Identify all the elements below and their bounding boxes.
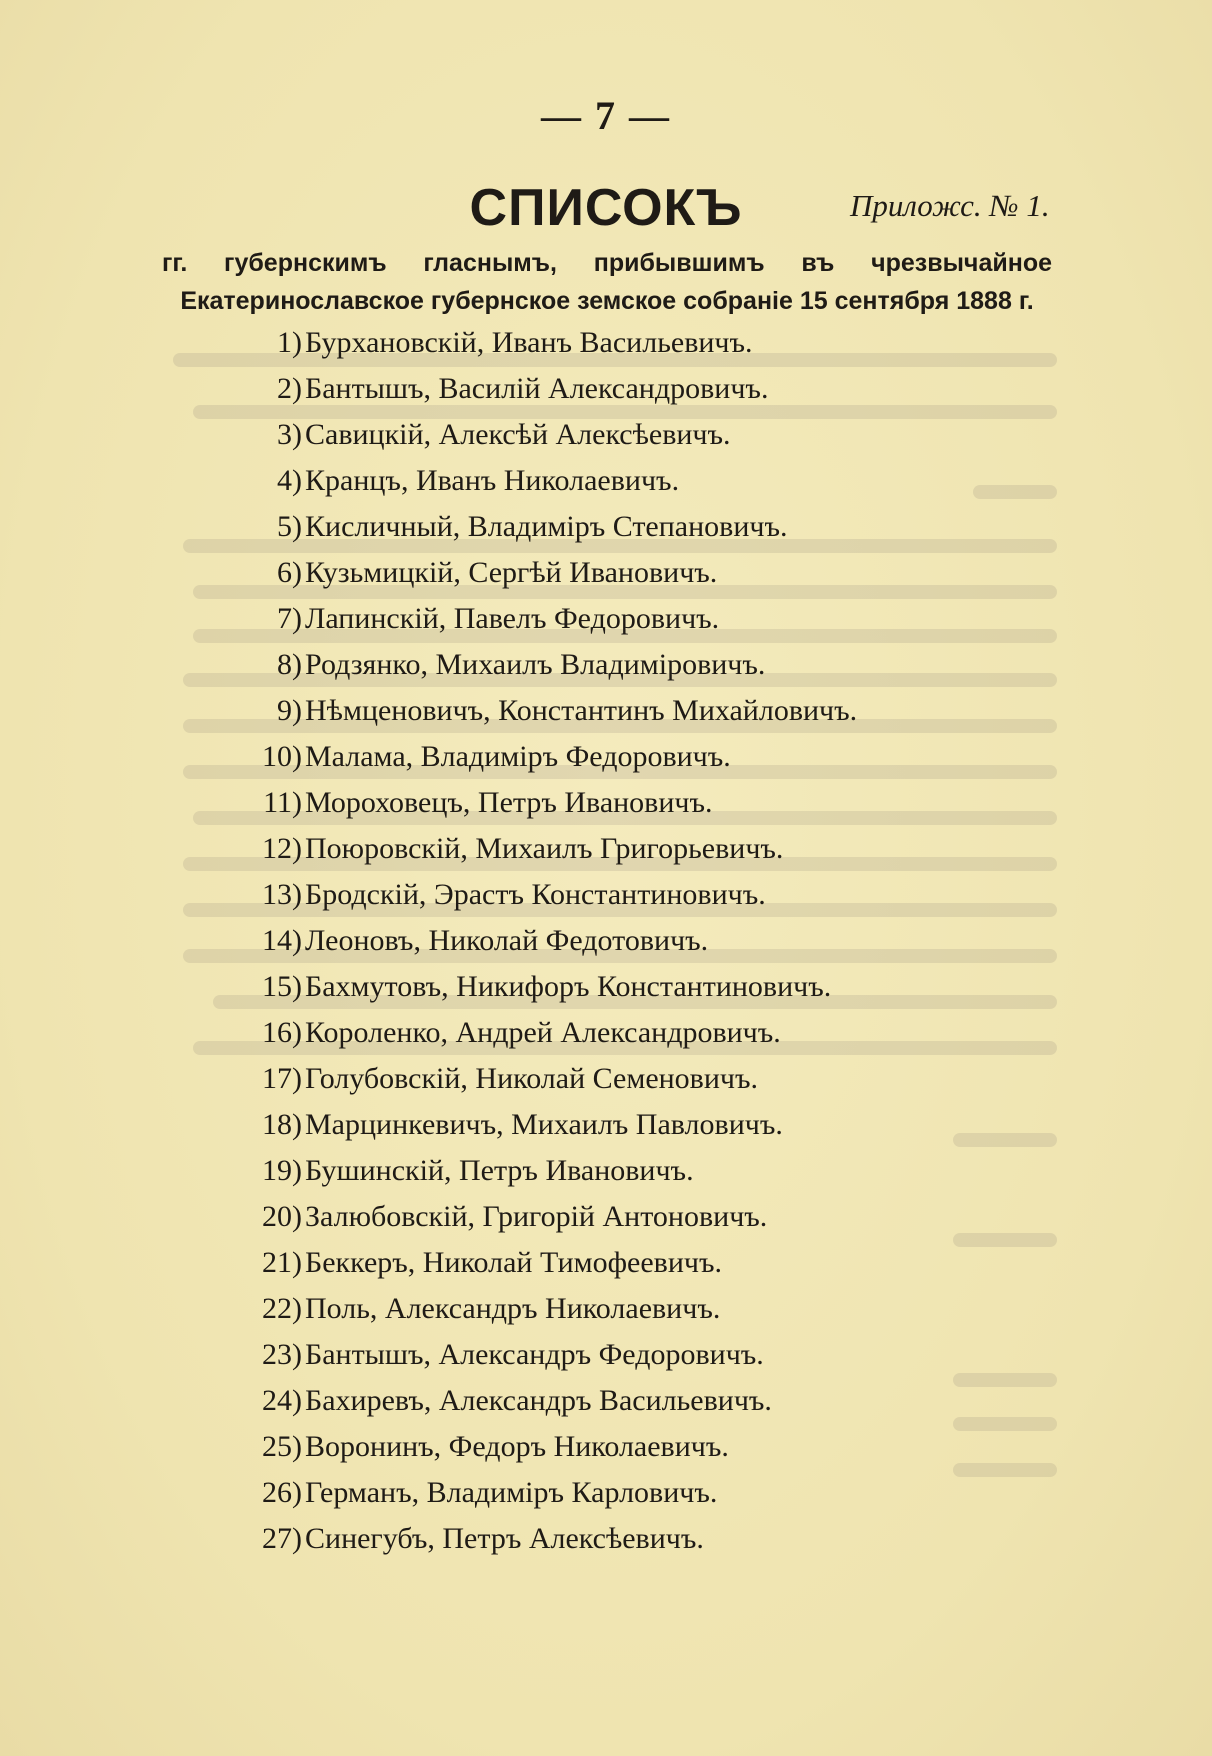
list-item (0, 1332, 1212, 1378)
attendee-name: Воронинъ, Федоръ Николаевичъ. (305, 1430, 729, 1463)
list-item (0, 1102, 1212, 1148)
attendee-list (0, 320, 1212, 1562)
list-item (0, 1056, 1212, 1102)
item-number: 27) (262, 1522, 302, 1555)
list-item (0, 1470, 1212, 1516)
attendee-name: Кранцъ, Иванъ Николаевичъ. (305, 464, 680, 497)
list-item (0, 1424, 1212, 1470)
list-item (0, 1148, 1212, 1194)
item-number: 13) (262, 878, 302, 911)
item-number: 18) (262, 1108, 302, 1141)
list-item (0, 826, 1212, 872)
item-number: 19) (262, 1154, 302, 1187)
list-item (0, 504, 1212, 550)
item-number: 25) (262, 1430, 302, 1463)
list-item (0, 780, 1212, 826)
item-number: 10) (262, 740, 302, 773)
attendee-name: Залюбовскій, Григорій Антоновичъ. (305, 1200, 768, 1233)
attendee-name: Бродскій, Эрастъ Константиновичъ. (305, 878, 766, 911)
item-number: 8) (277, 648, 302, 681)
list-item (0, 596, 1212, 642)
item-number: 21) (262, 1246, 302, 1279)
attendee-name: Синегубъ, Петръ Алексѣевичъ. (305, 1522, 704, 1555)
list-item (0, 320, 1212, 366)
item-number: 9) (277, 694, 302, 727)
attendee-name: Бантышъ, Александръ Федоровичъ. (305, 1338, 764, 1371)
item-number: 3) (277, 418, 302, 451)
list-item (0, 1286, 1212, 1332)
item-number: 7) (277, 602, 302, 635)
item-number: 24) (262, 1384, 302, 1417)
list-title: СПИСОКЪ (469, 179, 743, 237)
list-item (0, 1010, 1212, 1056)
attendee-name: Бахмутовъ, Никифоръ Константиновичъ. (305, 970, 832, 1003)
page-number: — 7 — (541, 93, 671, 138)
list-item (0, 1516, 1212, 1562)
list-subtitle: гг. губернскимъ гласнымъ, прибывшимъ въ чрезвычайное Екатеринославское губернское земское собраніе 15 сентября 1888 г. (162, 249, 1052, 315)
item-number: 23) (262, 1338, 302, 1371)
attendee-name: Короленко, Андрей Александровичъ. (305, 1016, 781, 1049)
attendee-name: Марцинкевичъ, Михаилъ Павловичъ. (305, 1108, 783, 1141)
list-item (0, 550, 1212, 596)
item-number: 20) (262, 1200, 302, 1233)
attendee-name: Лапинскій, Павелъ Федоровичъ. (305, 602, 720, 635)
list-item (0, 412, 1212, 458)
attendee-name: Савицкій, Алексѣй Алексѣевичъ. (305, 418, 731, 451)
list-item (0, 964, 1212, 1010)
item-number: 16) (262, 1016, 302, 1049)
attendee-name: Кузьмицкій, Сергѣй Ивановичъ. (305, 556, 718, 589)
list-item (0, 688, 1212, 734)
item-number: 17) (262, 1062, 302, 1095)
item-number: 4) (277, 464, 302, 497)
attendee-name: Поль, Александръ Николаевичъ. (305, 1292, 721, 1325)
list-item (0, 458, 1212, 504)
attendee-name: Поюровскій, Михаилъ Григорьевичъ. (305, 832, 784, 865)
item-number: 2) (277, 372, 302, 405)
item-number: 14) (262, 924, 302, 957)
item-number: 22) (262, 1292, 302, 1325)
attendee-name: Малама, Владиміръ Федоровичъ. (305, 740, 731, 773)
attendee-name: Кисличный, Владиміръ Степановичъ. (305, 510, 788, 543)
list-item (0, 1240, 1212, 1286)
appendix-label: Приложс. № 1. (850, 188, 1050, 223)
list-item (0, 1378, 1212, 1424)
attendee-name: Бурхановскій, Иванъ Васильевичъ. (305, 326, 753, 359)
item-number: 1) (277, 326, 302, 359)
item-number: 26) (262, 1476, 302, 1509)
list-item (0, 872, 1212, 918)
attendee-name: Германъ, Владиміръ Карловичъ. (305, 1476, 718, 1509)
attendee-name: Мороховецъ, Петръ Ивановичъ. (305, 786, 713, 819)
attendee-name: Бушинскій, Петръ Ивановичъ. (305, 1154, 694, 1187)
attendee-name: Нѣмценовичъ, Константинъ Михайловичъ. (305, 694, 858, 727)
attendee-name: Беккеръ, Николай Тимофеевичъ. (305, 1246, 722, 1279)
attendee-name: Бантышъ, Василій Александровичъ. (305, 372, 769, 405)
list-item (0, 1194, 1212, 1240)
list-item (0, 366, 1212, 412)
attendee-name: Голубовскій, Николай Семеновичъ. (305, 1062, 759, 1095)
item-number: 6) (277, 556, 302, 589)
attendee-name: Родзянко, Михаилъ Владиміровичъ. (305, 648, 766, 681)
list-item (0, 734, 1212, 780)
list-item (0, 642, 1212, 688)
attendee-name: Бахиревъ, Александръ Васильевичъ. (305, 1384, 772, 1417)
item-number: 5) (277, 510, 302, 543)
item-number: 11) (263, 786, 302, 819)
item-number: 12) (262, 832, 302, 865)
item-number: 15) (262, 970, 302, 1003)
list-item (0, 918, 1212, 964)
attendee-name: Леоновъ, Николай Федотовичъ. (305, 924, 709, 957)
